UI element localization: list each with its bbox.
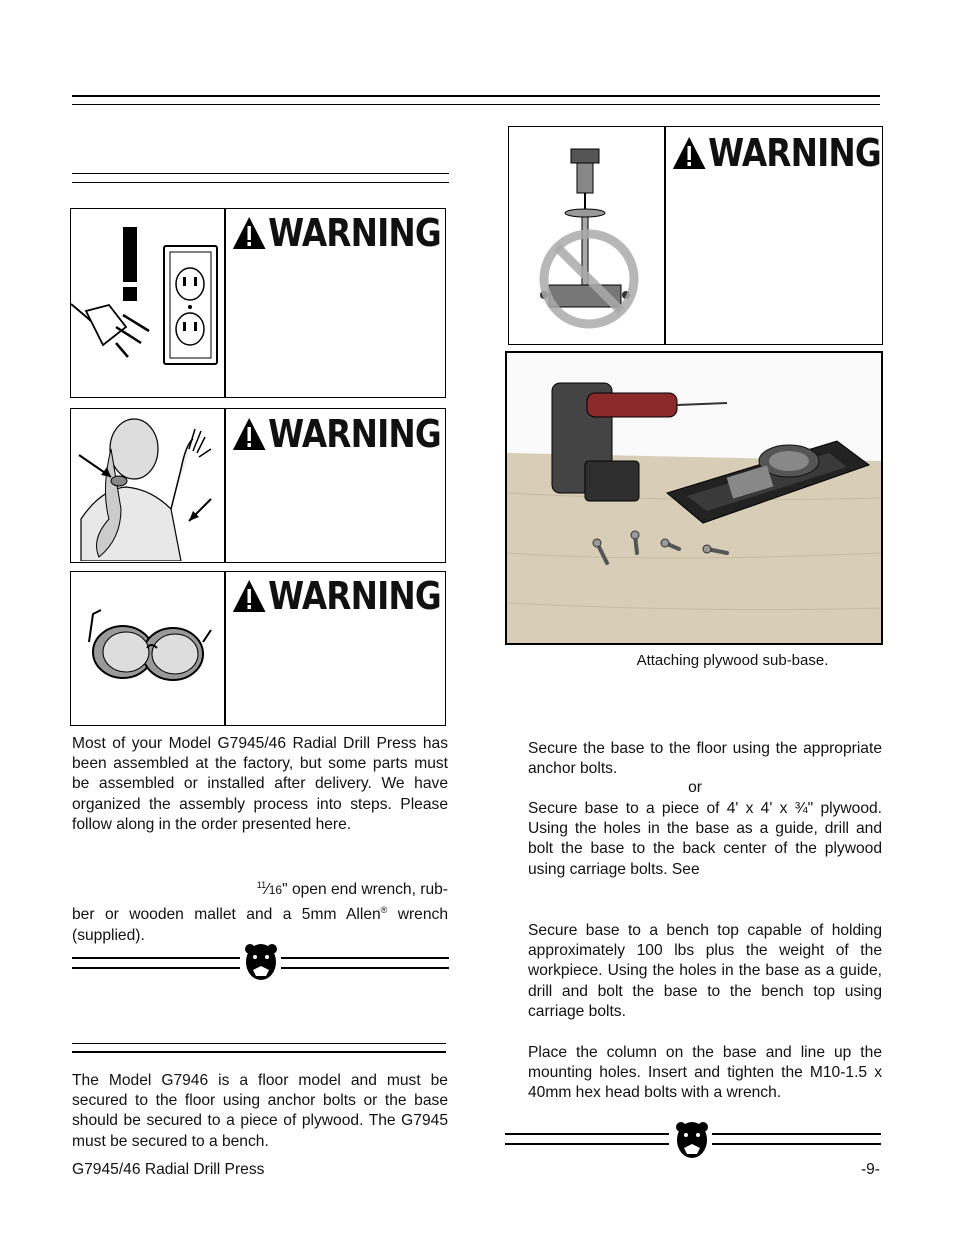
warning-triangle-icon	[232, 579, 266, 613]
bear-divider-left	[72, 940, 449, 982]
figure-caption: Attaching plywood sub-base.	[636, 652, 829, 669]
warning-triangle-icon	[672, 136, 706, 170]
mounting-rule-bottom	[72, 1051, 446, 1053]
step-2-plywood: Secure base to a piece of 4' x 4' x ¾" plywood. Using the holes in the base as a guide, drill and bolt the base to the back center of the plywood using carriage bolts. See	[528, 800, 882, 878]
footer-title: G7945/46 Radial Drill Press	[72, 1161, 265, 1178]
warning-heading-1: WARNING	[232, 213, 441, 253]
step-4-column: Place the column on the base and line up the mounting holes. Insert and tighten the M10-1.5 x 40mm hex head bolts with a wrench.	[528, 1044, 882, 1102]
plywood-sub-base-photo	[505, 351, 883, 645]
warning-box-safety-glasses	[70, 571, 446, 726]
mounting-paragraph: The Model G7946 is a floor model and must be secured to the floor using anchor bolts or the base should be secured to a piece of plywood. The G7945 must be secured to a bench.	[72, 1072, 448, 1150]
header-rule-thick	[72, 95, 880, 97]
plug-outlet-illustration	[71, 209, 224, 396]
intro-paragraph: Most of your Model G7945/46 Radial Drill Press has been assembled at the factory, but some parts must be assembled or installed after delivery. We have organized the assembly process into steps. Please follow along in the order presented here.	[72, 735, 448, 833]
warning-heading-2: WARNING	[232, 414, 441, 454]
safety-glasses-illustration	[71, 572, 224, 724]
bear-logo-icon	[244, 942, 278, 982]
bear-divider-right	[505, 1120, 881, 1162]
tools-paragraph: $^{11}$⁄16" open end wrench, rub- ber or wooden mallet and a 5mm Allen® wrench (supplied).	[72, 880, 448, 944]
warning-heading-4: WARNING	[672, 133, 881, 173]
warning-box-clothing	[70, 408, 446, 563]
warning-heading-3: WARNING	[232, 576, 441, 616]
header-rule-thin	[72, 104, 880, 105]
warning-triangle-icon	[232, 417, 266, 451]
warning-box-mobile-base	[508, 126, 883, 345]
step-3-bench-top: Secure base to a bench top capable of holding approximately 100 lbs plus the weight of the workpiece. Using the holes in the base as a guide, drill and bolt the base to the bench top using carriage bolts.	[528, 922, 882, 1020]
warning-triangle-icon	[232, 216, 266, 250]
section-rule-bottom	[72, 182, 449, 183]
step-1-floor-anchor: Secure the base to the floor using the appropriate anchor bolts.	[528, 740, 882, 778]
section-rule-top	[72, 173, 449, 174]
or-separator: or	[688, 779, 702, 796]
bear-logo-icon	[675, 1120, 709, 1160]
warning-box-electrical	[70, 208, 446, 398]
woman-tying-hair-illustration	[71, 409, 224, 561]
drill-press-on-base-prohibited-illustration	[509, 127, 664, 343]
mounting-rule-top	[72, 1043, 446, 1044]
footer-page-number: -9-	[860, 1161, 880, 1178]
